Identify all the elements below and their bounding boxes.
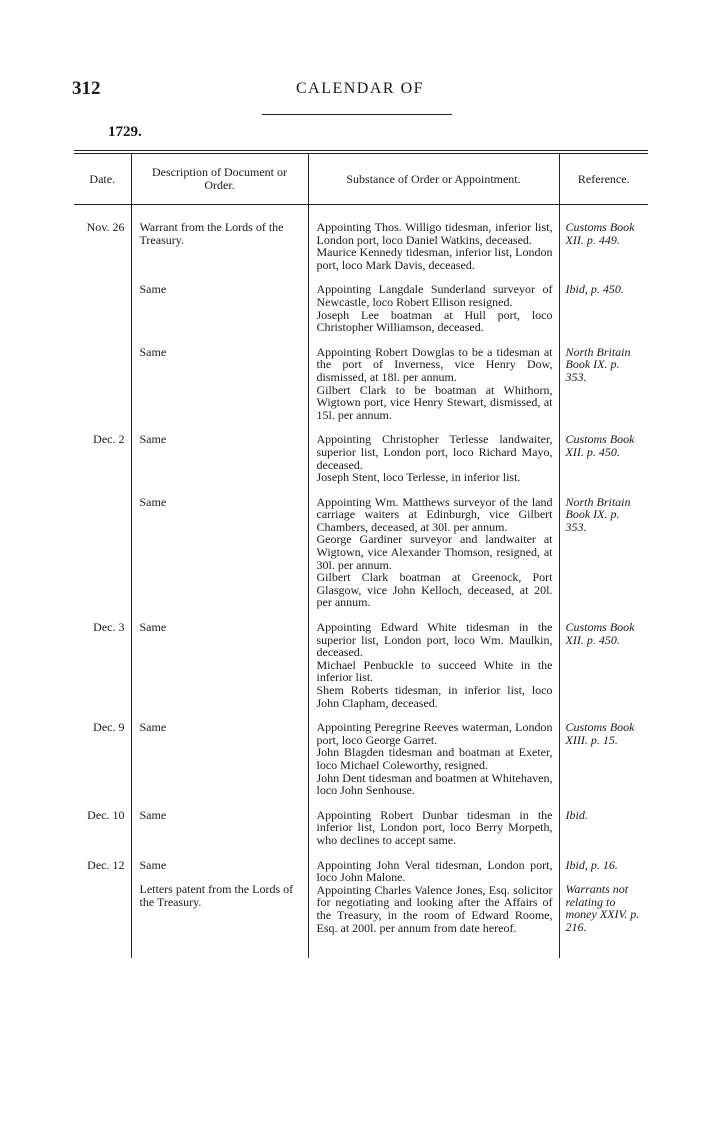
substance-paragraph: Appointing Robert Dunbar tidesman in the inferior list, London port, loco Berry Morpeth, who declines to accept same.	[316, 807, 553, 847]
reference-cell	[559, 346, 648, 434]
column-header-reference: Reference.	[559, 154, 648, 204]
page-number: 312	[72, 78, 101, 99]
substance-paragraph: Appointing Robert Dowglas to be a tidesman at the port of Inverness, vice Henry Dow, dismissed, at 18l. per annum.	[316, 344, 553, 384]
table-row	[74, 621, 648, 721]
substance-cell	[308, 809, 559, 859]
table-row	[74, 283, 648, 345]
column-header-date: Date.	[89, 171, 116, 186]
substance-paragraph: Michael Penbuckle to succeed White in the inferior list.	[316, 657, 553, 685]
year-heading: 1729.	[108, 124, 142, 140]
substance-paragraph: Joseph Lee boatman at Hull port, loco Christopher Williamson, deceased.	[316, 307, 553, 335]
substance-paragraph: Appointing John Veral tidesman, London port, loco John Malone.	[316, 857, 553, 885]
description-cell	[131, 433, 308, 495]
table-row	[74, 433, 648, 495]
calendar-table-wrapper	[74, 150, 648, 958]
description-text: Letters patent from the Lords of the Treasury.	[139, 882, 294, 909]
description-cell	[131, 283, 308, 345]
substance-paragraph: Appointing Charles Valence Jones, Esq. solicitor for negotiating and looking after the Affairs of the Treasury, in the room of Edward Roome, Esq. at 200l. per annum from date hereof.	[316, 882, 553, 935]
date-cell: Dec. 10	[87, 807, 125, 822]
column-header-substance: Substance of Order or Appointment.	[308, 154, 559, 204]
table-row	[74, 859, 648, 959]
date-cell	[74, 283, 131, 345]
reference-cell	[559, 809, 648, 859]
substance-paragraph: Maurice Kennedy tidesman, inferior list, London port, loco Mark Davis, deceased.	[316, 245, 553, 272]
reference-text: North Britain Book IX. p. 353.	[565, 494, 631, 534]
description-text: Same	[139, 432, 167, 447]
description-text: Same	[139, 282, 167, 297]
table-row	[74, 496, 648, 621]
table-body	[74, 205, 648, 958]
date-cell: Dec. 12	[87, 857, 125, 872]
substance-paragraph: Joseph Stent, loco Terlesse, in inferior list.	[316, 470, 521, 485]
substance-cell	[308, 621, 559, 721]
reference-cell	[559, 721, 648, 809]
reference-cell	[559, 496, 648, 621]
reference-text: North Britain Book IX. p. 353.	[565, 344, 631, 384]
reference-cell	[559, 859, 648, 959]
reference-cell	[559, 205, 648, 283]
reference-text: Warrants not relating to money XXIV. p. 216.	[565, 882, 640, 934]
substance-cell	[308, 859, 559, 959]
substance-paragraph: John Dent tidesman and boatmen at Whitehaven, loco John Senhouse.	[316, 770, 553, 798]
description-text: Same	[139, 620, 167, 635]
column-header-description: Description of Document or Order.	[131, 154, 308, 204]
substance-cell	[308, 721, 559, 809]
table-row	[74, 205, 648, 283]
reference-text: Customs Book XII. p. 449.	[565, 220, 635, 247]
description-cell	[131, 721, 308, 809]
description-cell	[131, 809, 308, 859]
date-cell: Dec. 2	[93, 432, 125, 447]
reference-cell	[559, 621, 648, 721]
substance-paragraph: Shem Roberts tidesman, in inferior list, loco John Clapham, deceased.	[316, 683, 553, 710]
substance-cell	[308, 205, 559, 283]
table-row	[74, 721, 648, 809]
description-cell	[131, 346, 308, 434]
date-cell	[74, 346, 131, 434]
substance-cell	[308, 346, 559, 434]
reference-text: Customs Book XII. p. 450.	[565, 432, 635, 459]
reference-text: Ibid.	[565, 807, 588, 822]
description-text: Same	[139, 807, 167, 822]
description-cell	[131, 621, 308, 721]
description-text: Same	[139, 494, 167, 509]
running-title: CALENDAR OF	[295, 80, 425, 97]
date-cell	[74, 496, 131, 621]
substance-paragraph: George Gardiner surveyor and landwaiter at Wigtown, vice Alexander Thomson, resigned, at 30l. per annum.	[316, 532, 553, 572]
date-cell: Nov. 26	[86, 220, 125, 234]
description-cell	[131, 496, 308, 621]
reference-text: Customs Book XIII. p. 15.	[565, 720, 635, 747]
description-text: Same	[139, 857, 167, 872]
calendar-table	[74, 154, 648, 958]
reference-text: Customs Book XII. p. 450.	[565, 620, 635, 647]
substance-cell	[308, 283, 559, 345]
substance-paragraph: John Blagden tidesman and boatman at Exeter, loco Michael Coleworthy, resigned.	[316, 745, 553, 772]
reference-text: Ibid, p. 450.	[565, 282, 624, 297]
date-cell: Dec. 3	[93, 620, 125, 635]
substance-paragraph: Gilbert Clark boatman at Greenock, Port Glasgow, vice John Kelloch, deceased, at 20l. per annum.	[316, 570, 553, 610]
table-header-row	[74, 154, 648, 204]
reference-cell	[559, 433, 648, 495]
substance-paragraph: Appointing Peregrine Reeves waterman, London port, loco George Garret.	[316, 720, 553, 747]
date-cell: Dec. 9	[93, 720, 125, 735]
substance-paragraph: Appointing Langdale Sunderland surveyor of Newcastle, loco Robert Ellison resigned.	[316, 282, 553, 309]
substance-paragraph: Gilbert Clark to be boatman at Whithorn, Wigtown port, vice Henry Stewart, dismissed, at 15l. per annum.	[316, 382, 553, 422]
table-row	[74, 809, 648, 859]
description-text: Same	[139, 344, 167, 359]
substance-paragraph: Appointing Wm. Matthews surveyor of the land carriage waiters at Edinburgh, vice Gilbert Chambers, deceased, at 30l. per annum.	[316, 494, 553, 534]
title-rule	[262, 114, 452, 115]
reference-cell	[559, 283, 648, 345]
description-text: Same	[139, 720, 167, 735]
description-cell	[131, 205, 308, 283]
reference-text: Ibid, p. 16.	[565, 857, 618, 872]
substance-cell	[308, 496, 559, 621]
substance-cell	[308, 433, 559, 495]
table-row	[74, 346, 648, 434]
description-text: Warrant from the Lords of the Treasury.	[139, 220, 284, 247]
substance-paragraph: Appointing Thos. Willigo tidesman, inferior list, London port, loco Daniel Watkins, deceased.	[316, 220, 553, 247]
substance-paragraph: Appointing Edward White tidesman in the superior list, London port, loco Wm. Maulkin, deceased.	[316, 620, 553, 660]
description-cell	[131, 859, 308, 959]
substance-paragraph: Appointing Christopher Terlesse landwaiter, superior list, London port, loco Richard Mayo, deceased.	[316, 432, 553, 472]
